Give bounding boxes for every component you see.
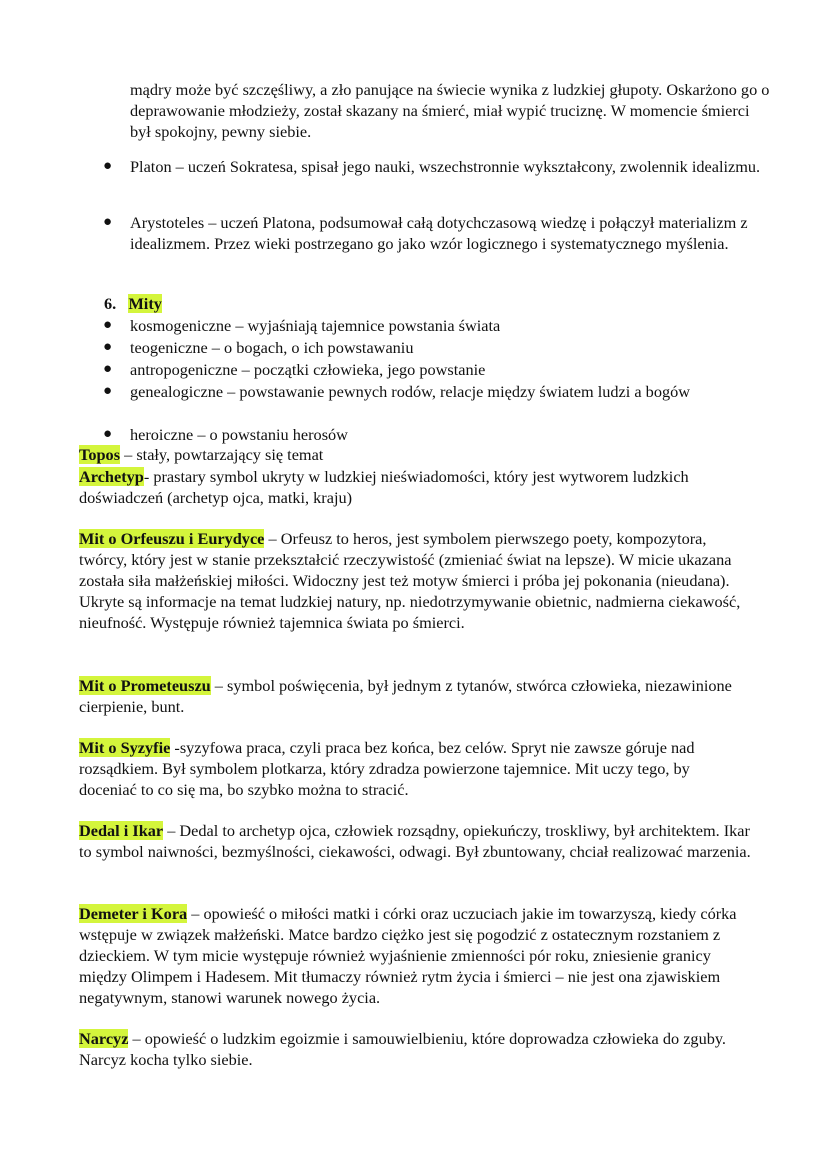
plato-text: Platon – uczeń Sokratesa, spisał jego nauki, wszechstronnie wykształcony, zwolennik idealizmu. [130,157,761,176]
myth-demeter-kora [79,903,751,1008]
myth-type-text: genealogiczne – powstawanie pewnych rodów, relacje między światem ludzi a bogów [130,382,690,401]
bullet-aristotle [103,212,770,254]
bullet-dot: ● [103,339,113,355]
myth-title: Mit o Orfeuszu i Eurydyce [79,529,265,548]
myth-text: – Dedal to archetyp ojca, człowiek rozsądny, opiekuńczy, troskliwy, był architektem. Ikar to symbol naiwności, bezmyślności, ciekawości, odwagi. Był zbuntowany, chciał realizować marzenia. [79,821,751,861]
aristotle-text: Arystoteles – uczeń Platona, podsumował całą dotychczasową wiedzę i połączył materializm z idealizmem. Przez wieki postrzegano go jako wzór logicznego i systematycznego myślenia. [130,213,748,253]
bullet-dot: ● [103,426,113,442]
myth-type-item [103,315,770,336]
myth-title: Dedal i Ikar [79,821,164,840]
myth-title: Mit o Syzyfie [79,738,171,757]
bullet-dot: ● [103,317,113,333]
myth-title: Narcyz [79,1029,129,1048]
myth-prometheus [79,675,751,717]
definition-term: Topos [79,445,121,464]
myth-title: Mit o Prometeuszu [79,676,211,695]
myth-type-item [103,359,770,380]
definition-archetyp [79,466,751,508]
socrates-continuation: mądry może być szczęśliwy, a zło panujące na świecie wynika z ludzkiej głupoty. Oskarżono go o deprawowanie młodzieży, został skazany na śmierć, miał wypić truciznę. W momencie śmierci był spokojny, pewny siebie. [130,80,770,141]
myth-text: – Orfeusz to heros, jest symbolem pierwszego poety, kompozytora, twórcy, który jest w stanie przekształcić rzeczywistość (zmieniać świat na lepsze). W micie ukazana została siła małżeńskiej miłości. Widoczny jest też motyw śmierci i próba jej pokonania (nieudana). Ukryte są informacje na temat ludzkiej natury, np. niedotrzymywanie obietnic, nadmierna ciekawość, nieufność. Występuje również tajemnica świata po śmierci. [79,529,741,632]
bullet-dot: ● [103,361,113,377]
bullet-dot: ● [103,214,113,230]
myth-type-text: antropogeniczne – początki człowieka, jego powstanie [130,360,486,379]
myth-title: Demeter i Kora [79,904,188,923]
myth-orpheus [79,528,751,633]
myth-narcissus [79,1028,751,1070]
definition-term: Archetyp [79,467,144,486]
bullet-plato [103,156,770,177]
myth-type-text: kosmogeniczne – wyjaśniają tajemnice powstania świata [130,316,501,335]
section-number: 6. [104,294,117,313]
myth-type-item [103,424,770,445]
myth-type-item [103,381,770,402]
myth-text: – opowieść o ludzkim egoizmie i samouwielbieniu, które doprowadza człowieka do zguby. Narcyz kocha tylko siebie. [79,1029,727,1069]
myth-sisyphus [79,737,751,800]
definition-text: – stały, powtarzający się temat [120,445,324,464]
bullet-dot: ● [103,383,113,399]
myth-type-text: heroiczne – o powstaniu herosów [130,425,348,444]
myth-text: – symbol poświęcenia, był jednym z tytanów, stwórca człowieka, niezawinione cierpienie, bunt. [79,676,732,716]
myth-text: – opowieść o miłości matki i córki oraz uczuciach jakie im towarzyszą, kiedy córka wstępuje w związek małżeński. Matce bardzo ciężko jest się pogodzić z ostatecznym rozstaniem z dzieckiem. W tym micie występuje również wyjaśnienie zmienności pór roku, zniesienie granicy między Olimpem i Hadesem. Mit tłumaczy również rytm życia i śmierci – nie jest ona zjawiskiem negatywnym, stanowi warunek nowego życia. [79,904,737,1007]
myth-type-item [103,337,770,358]
definition-topos [79,444,751,465]
myth-text: -syzyfowa praca, czyli praca bez końca, bez celów. Spryt nie zawsze góruje nad rozsądkiem. Był symbolem plotkarza, który zdradza powierzone tajemnice. Mit uczy tego, by doceniać to co się ma, bo szybko można to stracić. [79,738,695,799]
definition-text: - prastary symbol ukryty w ludzkiej nieświadomości, który jest wytworem ludzkich doświadczeń (archetyp ojca, matki, kraju) [79,467,689,507]
myth-daedalus-icarus [79,820,751,862]
bullet-dot: ● [103,158,113,174]
myth-type-text: teogeniczne – o bogach, o ich powstawaniu [130,338,414,357]
section-heading-myths [104,293,162,314]
section-title: Mity [128,294,162,313]
